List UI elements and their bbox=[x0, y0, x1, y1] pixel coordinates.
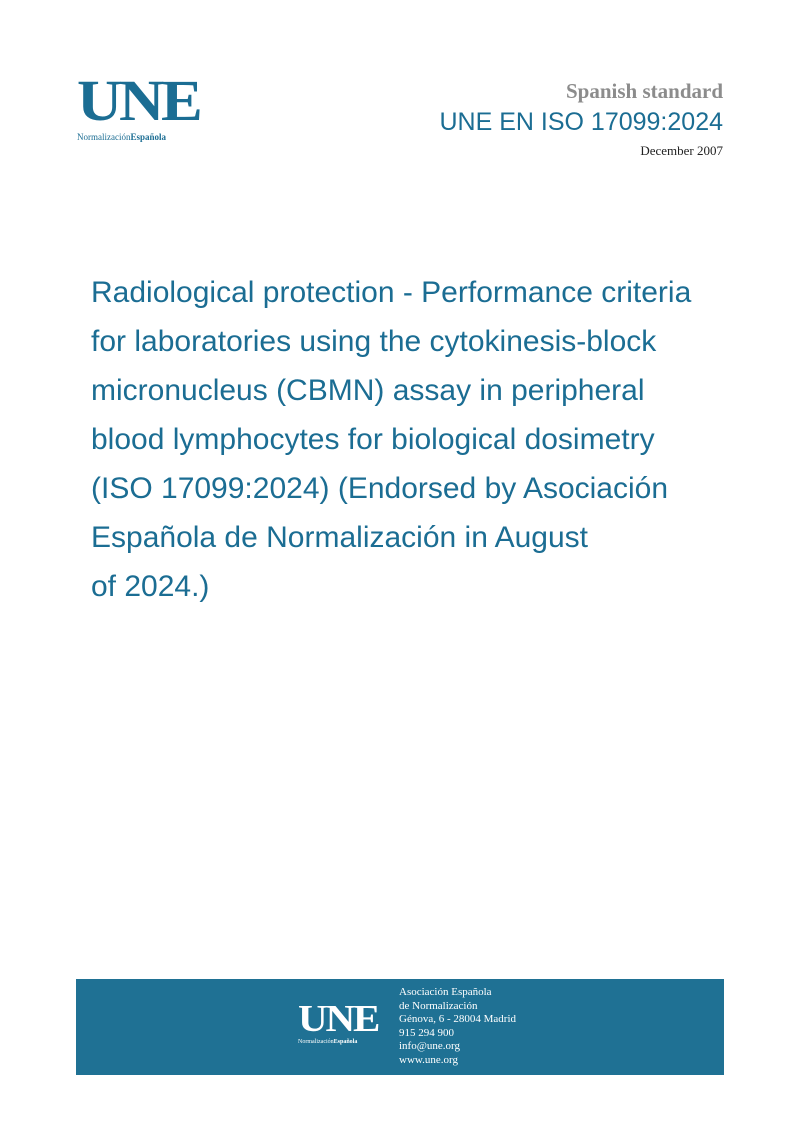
footer-logo-mark: UNE bbox=[298, 998, 379, 1040]
footer-logo-sub-bold: Española bbox=[333, 1039, 358, 1045]
standard-header bbox=[440, 78, 724, 160]
title-line: micronucleus (CBMN) assay in peripheral bbox=[91, 374, 645, 407]
footer-phone: 915 294 900 bbox=[399, 1026, 454, 1039]
title-line: of 2024.) bbox=[91, 570, 210, 603]
une-logo-mark: UNE bbox=[77, 68, 200, 133]
standard-code: UNE EN ISO 17099:2024 bbox=[439, 108, 723, 136]
footer-logo-sub-regular: Normalización bbox=[298, 1039, 334, 1045]
footer-band bbox=[76, 979, 724, 1075]
standard-date: December 2007 bbox=[640, 143, 723, 158]
footer-une-logo bbox=[298, 998, 380, 1045]
footer-address bbox=[399, 986, 516, 1067]
title-line: blood lymphocytes for biological dosimetry bbox=[91, 423, 655, 456]
title-line: Radiological protection - Performance criteria bbox=[91, 276, 692, 309]
title-line: for laboratories using the cytokinesis-block bbox=[91, 325, 657, 358]
footer-email[interactable]: info@une.org bbox=[399, 1040, 460, 1052]
standard-kind: Spanish standard bbox=[566, 79, 723, 103]
footer-org-name: Asociación Española bbox=[399, 986, 492, 998]
document-title bbox=[91, 268, 771, 611]
footer-org-name-cont: de Normalización bbox=[399, 999, 478, 1012]
une-logo bbox=[77, 68, 200, 144]
footer-street: Génova, 6 - 28004 Madrid bbox=[399, 1013, 517, 1025]
title-line: Española de Normalización in August bbox=[91, 521, 588, 554]
logo-sub-bold: Española bbox=[130, 132, 167, 142]
logo-sub-regular: Normalización bbox=[77, 132, 131, 142]
footer-website[interactable]: www.une.org bbox=[399, 1053, 458, 1066]
une-logo-subtitle bbox=[77, 132, 192, 142]
title-line: (ISO 17099:2024) (Endorsed by Asociación bbox=[91, 472, 669, 505]
